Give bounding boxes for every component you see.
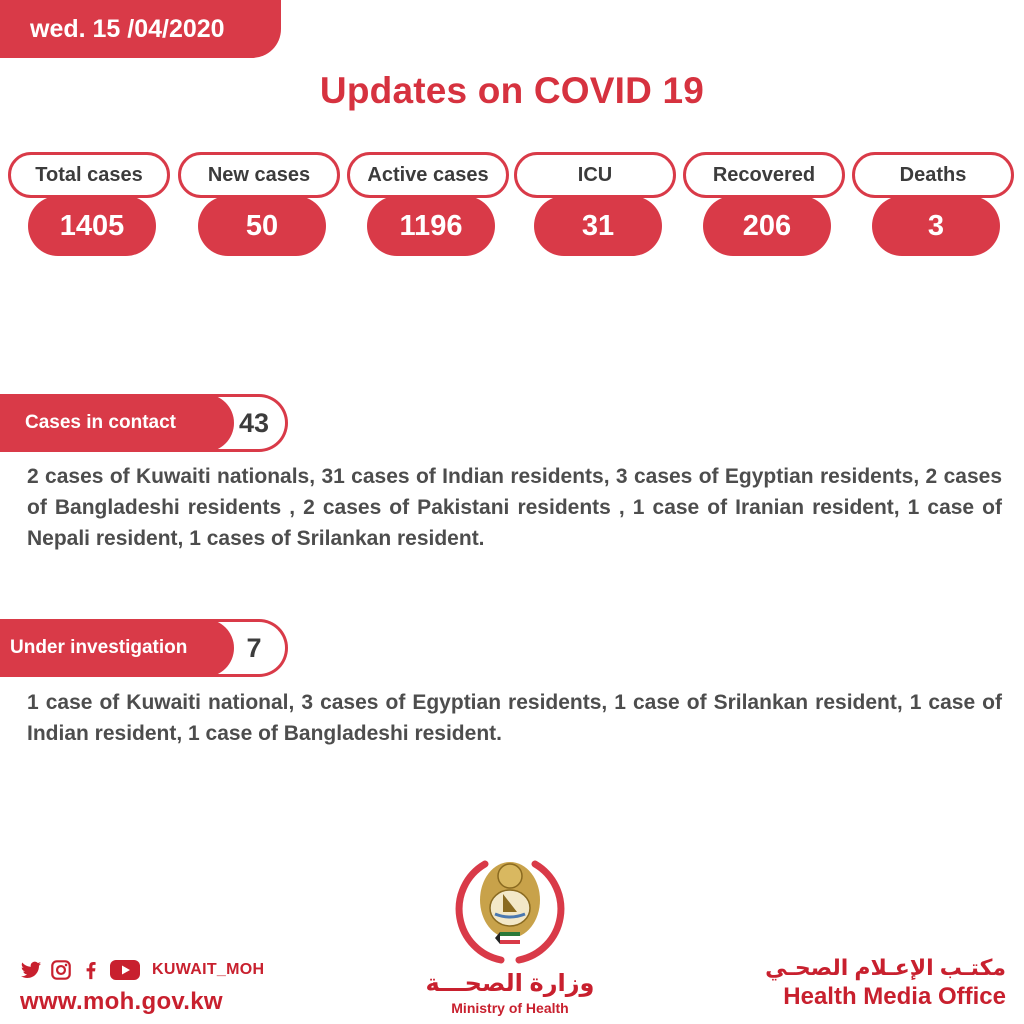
youtube-icon[interactable] <box>110 959 140 981</box>
ministry-emblem-icon <box>445 850 575 970</box>
stats-row <box>8 152 1020 262</box>
stat-value: 206 <box>703 196 831 256</box>
facebook-icon[interactable] <box>80 959 102 981</box>
instagram-icon[interactable] <box>50 959 72 981</box>
stat-label: New cases <box>178 152 340 198</box>
website-link[interactable]: www.moh.gov.kw <box>20 988 223 1015</box>
page-title: Updates on COVID 19 <box>319 70 705 111</box>
stat-label: Total cases <box>8 152 170 198</box>
cases-in-contact-text: 2 cases of Kuwaiti nationals, 31 cases of Indian residents, 3 cases of Egyptian residents, 2 cases of Bangladeshi residents , 2 cases of Pakistani residents , 1 case of Iranian resident, 1 case of Nepali resident, 1 cases of Srilankan resident. <box>27 465 1002 550</box>
social-row <box>20 958 280 982</box>
cases-in-contact-header <box>0 394 290 452</box>
stat-label: Deaths <box>852 152 1014 198</box>
stat-label: Active cases <box>347 152 509 198</box>
stat-total-cases <box>8 152 170 262</box>
stat-icu <box>514 152 676 262</box>
stat-deaths <box>852 152 1014 262</box>
stat-value: 1196 <box>367 196 495 256</box>
ministry-name-ar: وزارة الصحـــة <box>425 970 595 997</box>
ministry-name-en: Ministry of Health <box>451 1000 569 1016</box>
twitter-icon[interactable] <box>20 959 42 981</box>
office-name-ar: مكتـب الإعـلام الصحـي <box>765 955 1006 980</box>
stat-value: 3 <box>872 196 1000 256</box>
stat-recovered <box>683 152 845 262</box>
under-investigation-header <box>0 619 290 677</box>
stat-new-cases <box>178 152 340 262</box>
stat-active-cases <box>347 152 509 262</box>
office-name-en: Health Media Office <box>783 983 1006 1010</box>
stat-label: ICU <box>514 152 676 198</box>
stat-value: 1405 <box>28 196 156 256</box>
section-label: Under investigation <box>0 619 234 677</box>
social-block <box>20 958 280 1018</box>
stat-value: 31 <box>534 196 662 256</box>
section-label: Cases in contact <box>0 394 234 452</box>
section-count: 43 <box>238 407 270 438</box>
date-badge: wed. 15 /04/2020 <box>0 0 281 58</box>
section-count: 7 <box>246 632 262 663</box>
stat-value: 50 <box>198 196 326 256</box>
health-media-office-block <box>740 955 1006 1015</box>
social-handle[interactable]: KUWAIT_MOH <box>152 961 265 978</box>
under-investigation-text: 1 case of Kuwaiti national, 3 cases of Egyptian residents, 1 case of Srilankan resident, 1 case of Indian resident, 1 case of Bangladeshi resident. <box>27 691 1002 745</box>
stat-label: Recovered <box>683 152 845 198</box>
ministry-logo-block <box>410 850 610 1020</box>
